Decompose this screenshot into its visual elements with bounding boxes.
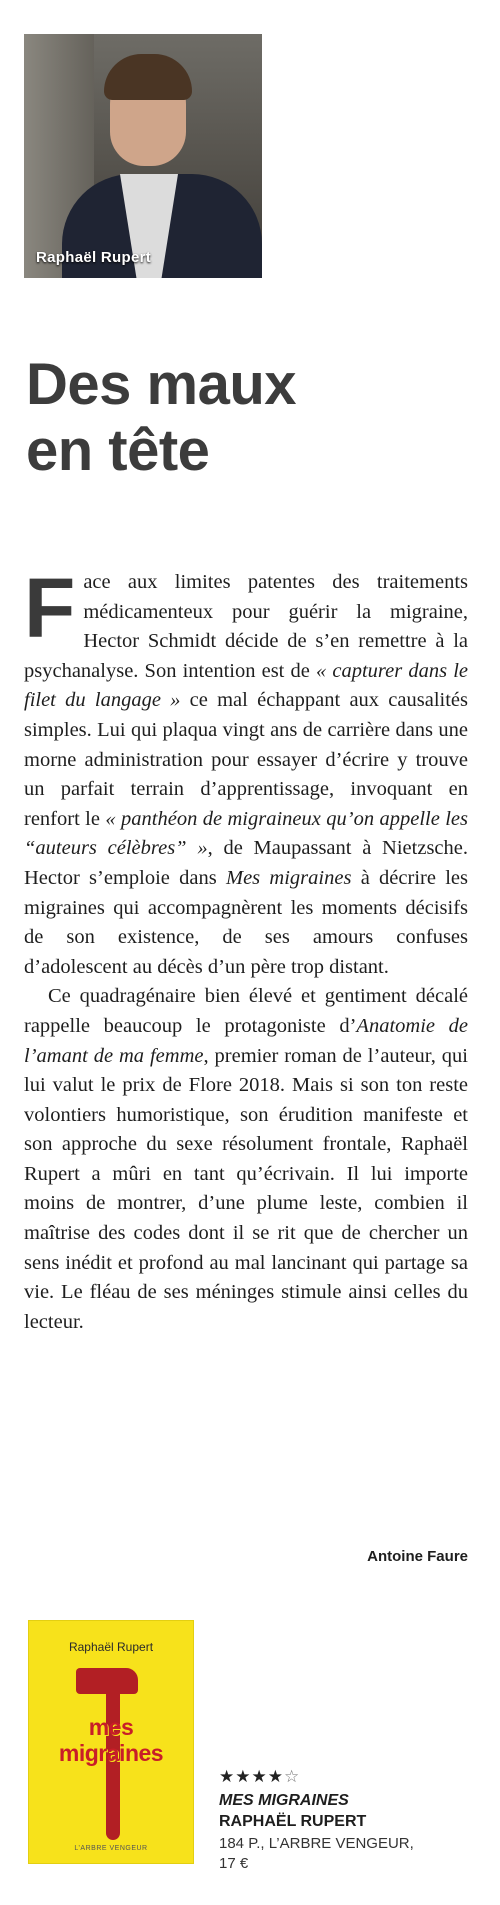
text-run: ace aux limites patentes des traitements médicamenteux pour guérir la migraine, Hector Schmidt décide de s’en remettre à la psychanalyse. Son intention est de xyxy=(24,571,468,682)
italic-phrase: Anatomie de l’amant de ma femme xyxy=(24,1014,468,1067)
headline-line-2: en tête xyxy=(26,418,210,483)
star-filled-icon: ★ xyxy=(219,1767,236,1786)
star-filled-icon: ★ xyxy=(251,1767,268,1786)
star-empty-icon: ☆ xyxy=(284,1767,301,1786)
book-meta-line-1: 184 P., L’ARBRE VENGEUR, xyxy=(219,1835,414,1852)
text-run: , de Maupassant à Nietzsche. Hector s’emploie dans xyxy=(24,837,468,889)
article-paragraph-2 xyxy=(24,982,468,1337)
article-byline: Antoine Faure xyxy=(367,1548,468,1565)
article-paragraph-1 xyxy=(24,561,468,982)
article-body xyxy=(24,561,468,1337)
axe-head-icon xyxy=(76,1668,138,1694)
cover-author: Raphaël Rupert xyxy=(68,1640,154,1654)
text-run: ce mal échappant aux causalités simples. Lui qui plaqua vingt ans de carrière dans une morne administration pour essayer d’écrire y trouve un parfait terrain d’apprentissage, invoquant en renfort le xyxy=(24,689,468,830)
star-rating xyxy=(219,1766,469,1788)
text-run: Ce quadragénaire bien élevé et gentiment décalé rappelle beaucoup le protagoniste d’ xyxy=(24,985,468,1037)
book-meta xyxy=(219,1834,469,1874)
cover-title-line-2: migraines xyxy=(58,1740,164,1766)
photo-hair xyxy=(104,54,192,100)
drop-cap: F xyxy=(24,561,76,655)
text-run: à décrire les migraines qui accompagnèrent les moments décisifs de son existence, de ses amours confuses d’adolescent au décès d’un père trop distant. xyxy=(24,866,468,978)
photo-caption: Raphaël Rupert xyxy=(36,249,152,266)
cover-publisher: L’ARBRE VENGEUR xyxy=(74,1845,148,1852)
italic-phrase: Mes migraines xyxy=(226,866,352,889)
star-filled-icon: ★ xyxy=(267,1767,284,1786)
italic-phrase: « panthéon de migraineux qu’on appelle les “auteurs célèbres” » xyxy=(24,807,468,860)
book-title: MES MIGRAINES xyxy=(219,1792,349,1809)
star-filled-icon: ★ xyxy=(235,1767,252,1786)
book-cover xyxy=(28,1620,194,1864)
italic-phrase: « capturer dans le filet du langage » xyxy=(24,659,468,712)
headline-line-1: Des maux xyxy=(26,352,297,417)
book-info xyxy=(219,1766,469,1874)
book-meta-line-2: 17 € xyxy=(219,1855,249,1872)
book-author: RAPHAËL RUPERT xyxy=(219,1813,367,1830)
text-run: , premier roman de l’auteur, qui lui valut le prix de Flore 2018. Mais si son ton reste volontiers humoristique, son érudition manifeste et son approche du sexe résolument frontale, Raphaël Rupert a mûri en tant qu’écrivain. Il lui importe moins de montrer, d’une plume leste, combien il maîtrise des codes dont il se rit que de chercher un sens inédit et profond au mal lancinant qui partage sa vie. Le fléau de ses méninges stimule ainsi celles du lecteur. xyxy=(24,1044,468,1333)
cover-title-line-1: mes xyxy=(88,1714,134,1740)
headline xyxy=(26,352,476,484)
author-photo xyxy=(24,34,262,278)
